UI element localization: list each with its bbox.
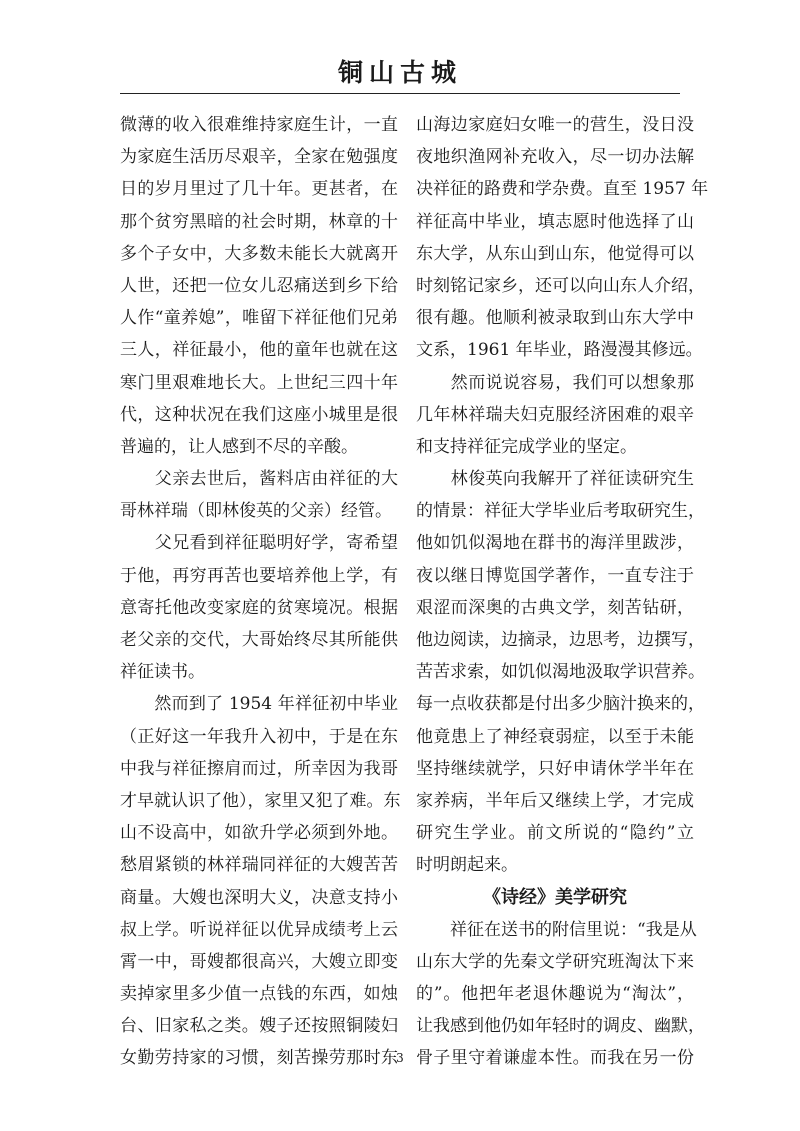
text-line: 山东大学的先秦文学研究班淘汰下来 — [416, 951, 694, 972]
text-line: 然而说说容易，我们可以想象那 — [416, 372, 694, 393]
text-line: 坚持继续就学，只好申请休学半年在 — [416, 758, 694, 779]
text-line: （正好这一年我升入初中，于是在东 — [120, 726, 398, 747]
text-line: 为家庭生活历尽艰辛，全家在勉强度 — [120, 147, 398, 168]
text-line: 多个子女中，大多数未能长大就离开 — [120, 243, 398, 264]
text-line: 祥征在送书的附信里说：“我是从 — [416, 919, 697, 940]
text-line: 的”。他把年老退休趣说为“淘汰”， — [416, 984, 694, 1005]
text-line: 祥征读书。 — [120, 662, 205, 683]
text-line: 家养病，半年后又继续上学，才完成 — [416, 790, 694, 811]
text-line: 时明朗起来。 — [416, 855, 518, 876]
text-line: 很有趣。他顺利被录取到山东大学中 — [416, 308, 694, 329]
text-line: 祥征高中毕业，填志愿时他选择了山 — [416, 211, 694, 232]
text-line: 意寄托他改变家庭的贫寒境况。根据 — [120, 597, 398, 618]
text-line: 叔上学。听说祥征以优异成绩考上云 — [120, 919, 398, 940]
text-line: 寒门里艰难地长大。上世纪三四十年 — [120, 372, 398, 393]
text-line: 决祥征的路费和学杂费。直至 1957 年 — [416, 179, 709, 200]
text-line: 文系，1961 年毕业，路漫漫其修远。 — [416, 340, 703, 361]
text-line: 研究生学业。前文所说的“隐约”立 — [416, 823, 694, 844]
text-line: 骨子里守着谦虚本性。而我在另一份 — [416, 1048, 694, 1069]
text-line: 卖掉家里多少值一点钱的东西，如烛 — [120, 984, 398, 1005]
section-heading: 《诗经》美学研究 — [483, 886, 627, 908]
text-line: 商量。大嫂也深明大义，决意支持小 — [120, 887, 398, 908]
text-line: 普遍的，让人感到不尽的辛酸。 — [120, 436, 358, 457]
text-line: 三人，祥征最小，他的童年也就在这 — [120, 340, 398, 361]
text-line: 让我感到他仍如年轻时的调皮、幽默， — [416, 1016, 705, 1037]
text-line: 愁眉紧锁的林祥瑞同祥征的大嫂苦苦 — [120, 855, 398, 876]
text-line: 几年林祥瑞夫妇克服经济困难的艰辛 — [416, 404, 694, 425]
text-line: 女勤劳持家的习惯，刻苦操劳那时东 — [120, 1048, 398, 1069]
text-line: 夜地织渔网补充收入，尽一切办法解 — [416, 147, 694, 168]
text-line: 他边阅读，边摘录，边思考，边撰写， — [416, 630, 705, 650]
left-column — [120, 109, 401, 1075]
text-line: 才早就认识了他），家里又犯了难。东 — [120, 790, 401, 811]
right-column — [416, 109, 709, 1075]
text-line: 霄一中，哥嫂都很高兴，大嫂立即变 — [120, 951, 398, 972]
text-line: 父兄看到祥征聪明好学，寄希望 — [120, 533, 398, 554]
text-line: 微薄的收入很难维持家庭生计，一直 — [120, 115, 398, 135]
text-line: 时刻铭记家乡，还可以向山东人介绍， — [416, 275, 705, 296]
text-line: 中我与祥征擦肩而过，所幸因为我哥 — [120, 758, 398, 779]
text-line: 哥林祥瑞（即林俊英的父亲）经管。 — [120, 501, 392, 522]
header-title: 铜山古城 — [337, 58, 462, 87]
text-line: 的情景：祥征大学毕业后考取研究生， — [416, 501, 705, 522]
text-line: 于他，再穷再苦也要培养他上学，有 — [120, 565, 398, 586]
text-line: 夜以继日博览国学著作，一直专注于 — [416, 565, 694, 586]
text-line: 台、旧家私之类。嫂子还按照铜陵妇 — [120, 1016, 398, 1037]
text-line: 艰涩而深奥的古典文学，刻苦钻研， — [416, 597, 694, 618]
text-line: 他如饥似渴地在群书的海洋里跋涉， — [416, 533, 694, 554]
text-line: 他竟患上了神经衰弱症，以至于未能 — [416, 726, 694, 747]
text-line: 那个贫穷黑暗的社会时期，林章的十 — [120, 211, 398, 232]
text-line: 每一点收获都是付出多少脑汁换来的， — [416, 694, 705, 715]
text-line: 东大学，从东山到山东，他觉得可以 — [416, 243, 694, 264]
text-line: 日的岁月里过了几十年。更甚者，在 — [120, 179, 398, 200]
text-line: 人世，还把一位女儿忍痛送到乡下给 — [120, 275, 398, 296]
text-line: 老父亲的交代，大哥始终尽其所能供 — [120, 630, 398, 650]
text-line: 和支持祥征完成学业的坚定。 — [416, 436, 637, 457]
text-line: 山海边家庭妇女唯一的营生，没日没 — [416, 115, 694, 135]
page-number: 3 — [396, 1051, 404, 1065]
header-rule — [120, 93, 680, 94]
text-line: 山不设高中，如欲升学必须到外地。 — [120, 823, 398, 844]
text-line: 父亲去世后，酱料店由祥征的大 — [120, 469, 398, 490]
text-line: 林俊英向我解开了祥征读研究生 — [416, 469, 694, 490]
text-line: 苦苦求索，如饥似渴地汲取学识营养。 — [416, 662, 705, 683]
text-line: 然而到了 1954 年祥征初中毕业 — [120, 694, 398, 715]
text-line: 代，这种状况在我们这座小城里是很 — [120, 404, 398, 425]
text-line: 人作“童养媳”，唯留下祥征他们兄弟 — [120, 308, 398, 329]
